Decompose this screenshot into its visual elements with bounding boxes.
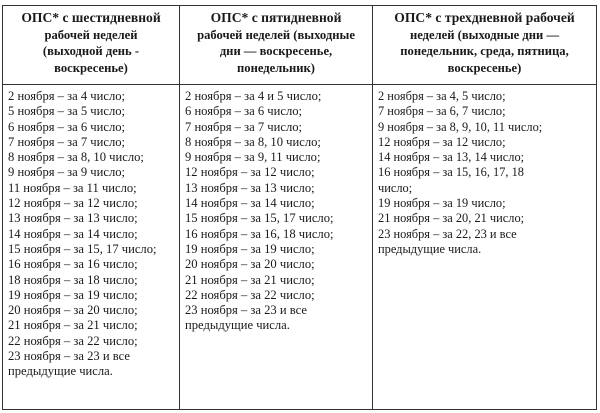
list-item: 19 ноября – за 19 число; [378,196,506,211]
list-item: 23 ноября – за 23 и все [185,303,307,318]
list-item: 15 ноября – за 15, 17 число; [185,211,334,226]
column-six-day-dates [3,85,180,410]
header-line: рабочей неделей [44,27,138,42]
list-item: 19 ноября – за 19 число; [8,287,138,302]
list-item: число; [378,180,413,195]
header-line: (выходной день - [42,44,140,58]
list-item: 22 ноября – за 22 число; [8,333,138,348]
list-item: 19 ноября – за 19 число; [185,241,315,256]
list-item: предыдущие числа. [378,241,482,256]
list-item: 12 ноября – за 12 число; [185,165,315,180]
list-item: 9 ноября – за 9, 11 число; [185,150,321,165]
table-header-row [3,6,597,85]
list-item: 21 ноября – за 21 число; [8,318,138,333]
list-item: 23 ноября – за 23 и все [8,349,130,364]
table-body-row [3,85,597,410]
list-item: 6 ноября – за 6 число; [185,104,303,119]
list-item: 2 ноября – за 4 число; [8,89,126,103]
column-three-day-dates [373,85,597,410]
list-item: 6 ноября – за 6 число; [8,119,126,134]
header-three-day-week [373,6,597,85]
header-line: понедельник) [237,60,315,75]
header-line: рабочей неделей (выходные [197,27,355,42]
schedule-table [2,5,597,410]
list-item: 8 ноября – за 8, 10 число; [8,150,144,165]
header-five-day-week [180,6,373,85]
list-item: 12 ноября – за 12 число; [378,134,506,149]
list-item: 15 ноября – за 15, 17 число; [8,241,157,256]
list-item: 13 ноября – за 13 число; [185,180,315,195]
header-line: ОПС* с пятидневной [210,10,342,25]
header-line: дни — воскресенье, [219,44,333,58]
header-line: неделей (выходные дни — [409,27,560,42]
list-item: 13 ноября – за 13 число; [8,211,138,226]
header-six-day-week [3,6,180,85]
list-item: 7 ноября – за 7 число; [185,119,303,134]
header-line: понедельник, среда, пятница, [400,44,569,58]
list-item: предыдущие числа. [8,364,113,379]
list-item: 20 ноября – за 20 число; [185,257,315,272]
list-item: 8 ноября – за 8, 10 число; [185,134,321,149]
list-item: 14 ноября – за 14 число; [8,226,138,241]
list-item: 11 ноября – за 11 число; [8,180,137,195]
list-item: 16 ноября – за 15, 16, 17, 18 [378,165,525,180]
list-item: 2 ноября – за 4, 5 число; [378,89,506,103]
header-line: ОПС* с шестидневной [21,10,161,25]
list-item: 18 ноября – за 18 число; [8,272,138,287]
list-item: 21 ноября – за 20, 21 число; [378,211,525,226]
header-line: воскресенье) [447,60,522,75]
list-item: 9 ноября – за 8, 9, 10, 11 число; [378,119,543,134]
list-item: 22 ноября – за 22 число; [185,287,315,302]
list-item: 14 ноября – за 13, 14 число; [378,150,525,165]
column-five-day-dates [180,85,373,410]
list-item: 5 ноября – за 5 число; [8,104,126,119]
list-item: 14 ноября – за 14 число; [185,196,315,211]
list-item: 12 ноября – за 12 число; [8,196,138,211]
header-line: воскресенье) [54,60,128,75]
list-item: 21 ноября – за 21 число; [185,272,315,287]
list-item: 7 ноября – за 7 число; [8,134,126,149]
list-item: 23 ноября – за 22, 23 и все [378,226,517,241]
header-line: ОПС* с трехдневной рабочей [394,10,575,25]
list-item: предыдущие числа. [185,318,290,333]
list-item: 16 ноября – за 16, 18 число; [185,226,334,241]
list-item: 16 ноября – за 16 число; [8,257,138,272]
list-item: 9 ноября – за 9 число; [8,165,126,180]
list-item: 7 ноября – за 6, 7 число; [378,104,506,119]
list-item: 2 ноября – за 4 и 5 число; [185,89,322,103]
list-item: 20 ноября – за 20 число; [8,303,138,318]
